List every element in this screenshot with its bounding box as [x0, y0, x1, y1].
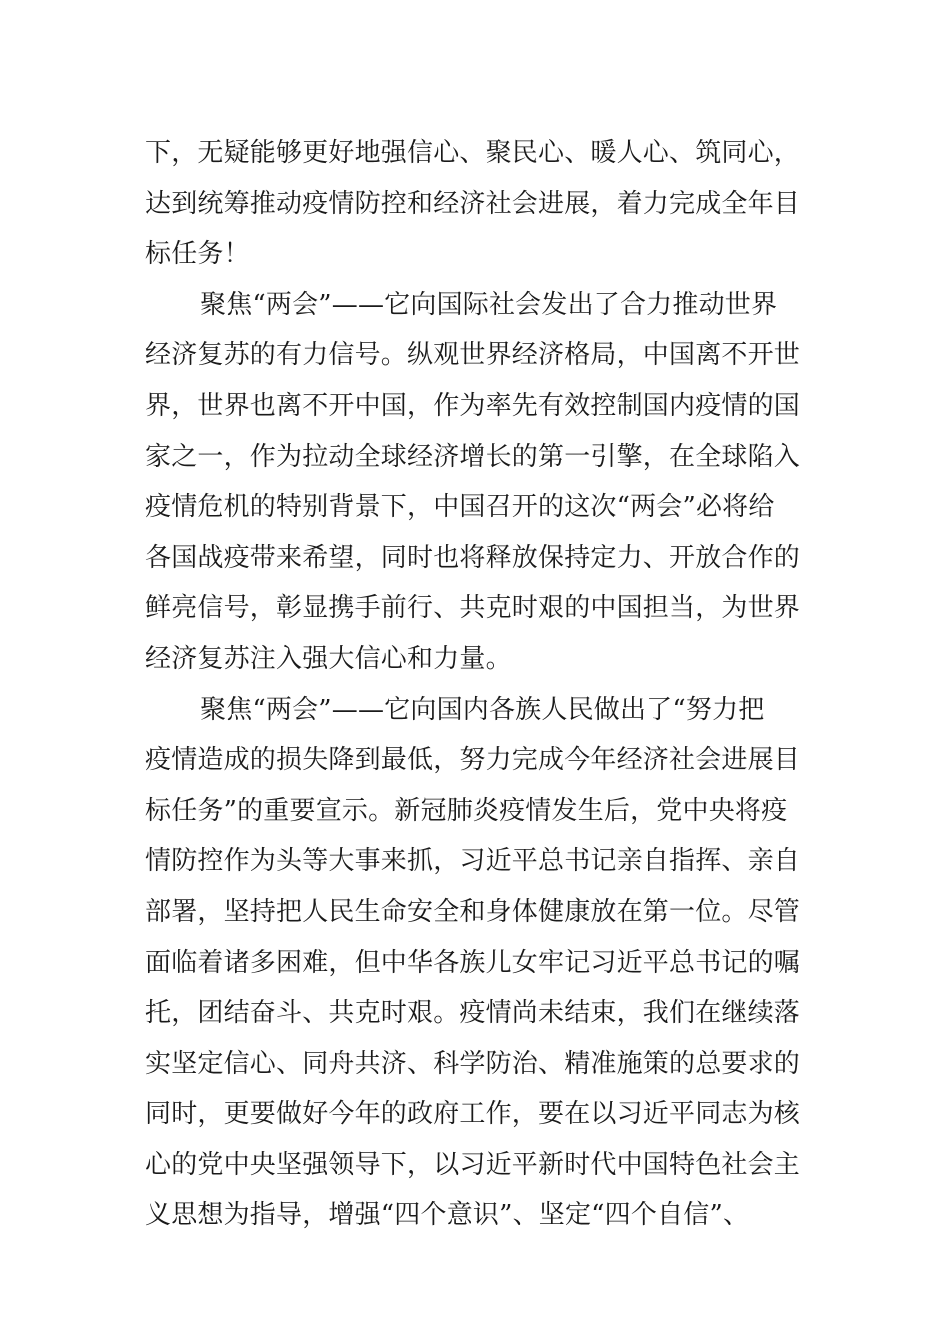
text-line-2: 达到统筹推动疫情防控和经济社会进展，着力完成全年目 [145, 188, 801, 219]
paragraph-start-line-4: 聚焦“两会”——它向国际社会发出了合力推动世界 [200, 289, 778, 320]
text-line-16: 部署，坚持把人民生命安全和身体健康放在第一位。尽管 [145, 896, 801, 927]
text-line-11: 经济复苏注入强大信心和力量。 [145, 643, 512, 674]
text-line-15: 情防控作为头等大事来抓，习近平总书记亲自指挥、亲自 [145, 846, 801, 877]
text-line-20: 同时，更要做好今年的政府工作，要在以习近平同志为核 [145, 1099, 801, 1130]
text-line-3: 标任务！ [145, 239, 250, 270]
text-line-22: 义思想为指导，增强“四个意识”、坚定“四个自信”、 [145, 1200, 750, 1231]
text-line-9: 各国战疫带来希望，同时也将释放保持定力、开放合作的 [145, 542, 801, 573]
text-line-18: 托，团结奋斗、共克时艰。疫情尚未结束，我们在继续落 [145, 998, 801, 1029]
text-line-19: 实坚定信心、同舟共济、科学防治、精准施策的总要求的 [145, 1048, 801, 1079]
text-line-1: 下，无疑能够更好地强信心、聚民心、暖人心、筑同心， [145, 138, 801, 168]
text-line-13: 疫情造成的损失降到最低，努力完成今年经济社会进展目 [145, 745, 801, 776]
text-line-21: 心的党中央坚强领导下，以习近平新时代中国特色社会主 [145, 1149, 801, 1180]
text-line-8: 疫情危机的特别背景下，中国召开的这次“两会”必将给 [145, 492, 775, 523]
text-line-5: 经济复苏的有力信号。纵观世界经济格局，中国离不开世 [145, 340, 801, 371]
text-line-7: 家之一，作为拉动全球经济增长的第一引擎，在全球陷入 [145, 441, 801, 472]
paragraph-start-line-12: 聚焦“两会”——它向国内各族人民做出了“努力把 [200, 694, 765, 725]
body-text [145, 128, 810, 1241]
text-line-6: 界，世界也离不开中国，作为率先有效控制国内疫情的国 [145, 390, 801, 421]
text-line-17: 面临着诸多困难，但中华各族儿女牢记习近平总书记的嘱 [145, 947, 801, 978]
text-line-14: 标任务”的重要宣示。新冠肺炎疫情发生后，党中央将疫 [145, 795, 788, 826]
text-line-10: 鲜亮信号，彰显携手前行、共克时艰的中国担当，为世界 [145, 593, 801, 624]
